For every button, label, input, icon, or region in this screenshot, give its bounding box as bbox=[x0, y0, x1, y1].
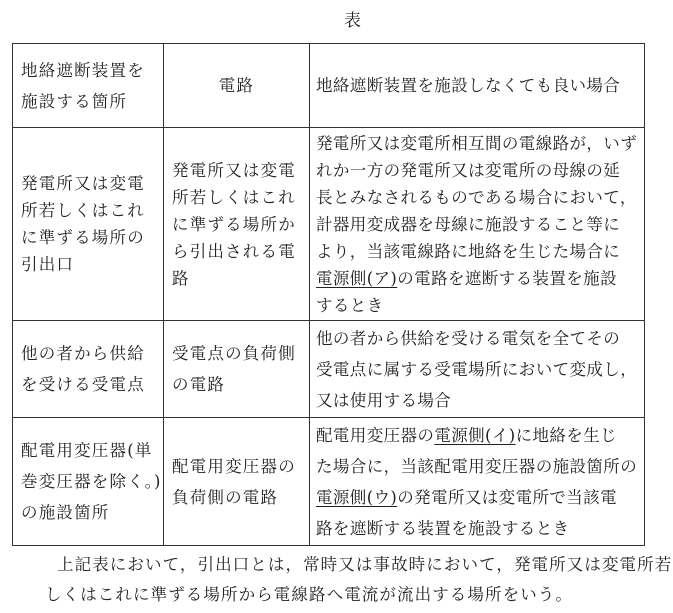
cell-line: の施設箇所 bbox=[21, 503, 110, 522]
text-segment: 受電点に属する受電場所において変成し， bbox=[316, 359, 638, 379]
text-segment: 配電用変圧器の bbox=[316, 425, 435, 445]
cell-line bbox=[316, 482, 644, 513]
text-segment: 又は使用する場合 bbox=[316, 390, 452, 410]
cell-line: 他の者から供給 bbox=[21, 344, 145, 363]
text-segment: の発電所又は変電所で当該電 bbox=[397, 487, 617, 507]
header-exemption bbox=[310, 44, 645, 128]
text-segment: より，当該電線路に地絡を生じた場合に bbox=[316, 241, 621, 261]
cell-line: 所若しくはこれ bbox=[172, 187, 296, 207]
table-header-row bbox=[13, 44, 645, 128]
table-row bbox=[13, 418, 645, 546]
cell-line bbox=[316, 130, 644, 157]
cell-line: 引出口 bbox=[21, 255, 75, 274]
cell-line: に準ずる場所か bbox=[172, 214, 296, 234]
cell-line: 配電用変圧器の bbox=[172, 456, 296, 476]
cell-line bbox=[316, 157, 644, 184]
footnote bbox=[45, 550, 672, 610]
cell-line: 発電所又は変電 bbox=[172, 160, 296, 180]
text-segment: 路を遮断する装置を施設するとき bbox=[316, 518, 570, 538]
text-segment: れか一方の発電所又は変電所の母線の延 bbox=[316, 160, 621, 180]
cell-exemption bbox=[310, 128, 645, 321]
cell-line: 所若しくはこれ bbox=[21, 201, 145, 220]
header-location bbox=[13, 44, 164, 128]
cell-line bbox=[316, 184, 644, 211]
cell-line: 負荷側の電路 bbox=[172, 487, 279, 507]
cell-line: 路 bbox=[172, 268, 190, 288]
cell-circuit bbox=[164, 128, 310, 321]
text-segment: 計器用変成器を母線に施設すること等に bbox=[316, 214, 621, 234]
ground-fault-table bbox=[12, 43, 645, 546]
cell-exemption bbox=[310, 418, 645, 546]
cell-line bbox=[316, 420, 644, 451]
text-segment: するとき bbox=[316, 295, 384, 315]
cell-line: を受ける受電点 bbox=[21, 375, 145, 394]
table-row bbox=[13, 128, 645, 321]
cell-line bbox=[316, 513, 644, 544]
cell-exemption bbox=[310, 321, 645, 418]
text-segment: 他の者から供給を受ける電気を全てその bbox=[316, 328, 621, 348]
cell-location bbox=[13, 321, 164, 418]
text-segment: 長とみなされるものである場合において， bbox=[316, 187, 637, 207]
footnote-line: 上記表において，引出口とは，常時又は事故時において，発電所又は変電所若 bbox=[57, 555, 673, 574]
cell-line bbox=[316, 211, 644, 238]
cell-line bbox=[316, 385, 644, 416]
cell-line: 受電点の負荷側 bbox=[172, 344, 296, 363]
underlined-blank: 電源側(ウ) bbox=[316, 487, 398, 507]
cell-line bbox=[316, 354, 644, 385]
cell-line bbox=[316, 323, 644, 354]
cell-location bbox=[13, 128, 164, 321]
table-title: 表 bbox=[344, 11, 361, 31]
header-text: 施設する箇所 bbox=[21, 91, 128, 111]
cell-line bbox=[316, 451, 644, 482]
header-text: 電路 bbox=[218, 76, 255, 95]
text-segment: の電路を遮断する装置を施設 bbox=[397, 268, 617, 288]
cell-line: に準ずる場所の bbox=[21, 228, 145, 247]
cell-location bbox=[13, 418, 164, 546]
text-segment: た場合に，当該配電用変圧器の施設箇所の bbox=[316, 456, 638, 476]
header-text: 地絡遮断装置を施設しなくても良い場合 bbox=[316, 76, 621, 95]
header-text: 地絡遮断装置を bbox=[21, 60, 145, 80]
cell-line: 発電所又は変電 bbox=[21, 174, 145, 193]
cell-line: ら引出される電 bbox=[172, 241, 296, 261]
cell-line: の電路 bbox=[172, 375, 226, 394]
cell-line bbox=[316, 265, 644, 292]
cell-circuit bbox=[164, 418, 310, 546]
header-circuit bbox=[164, 44, 310, 128]
text-segment: 発電所又は変電所相互間の電線路が，いず bbox=[316, 133, 638, 153]
footnote-line: しくはこれに準ずる場所から電線路へ電流が流出する場所をいう。 bbox=[45, 585, 573, 604]
cell-line bbox=[316, 292, 644, 319]
underlined-blank: 電源側(イ) bbox=[434, 425, 516, 445]
cell-line: 配電用変圧器(単 bbox=[21, 441, 153, 460]
cell-line bbox=[316, 238, 644, 265]
table-row bbox=[13, 321, 645, 418]
underlined-blank: 電源側(ア) bbox=[316, 268, 398, 288]
cell-circuit bbox=[164, 321, 310, 418]
cell-line: 巻変圧器を除く。) bbox=[21, 472, 162, 491]
text-segment: に地絡を生じ bbox=[515, 425, 617, 445]
